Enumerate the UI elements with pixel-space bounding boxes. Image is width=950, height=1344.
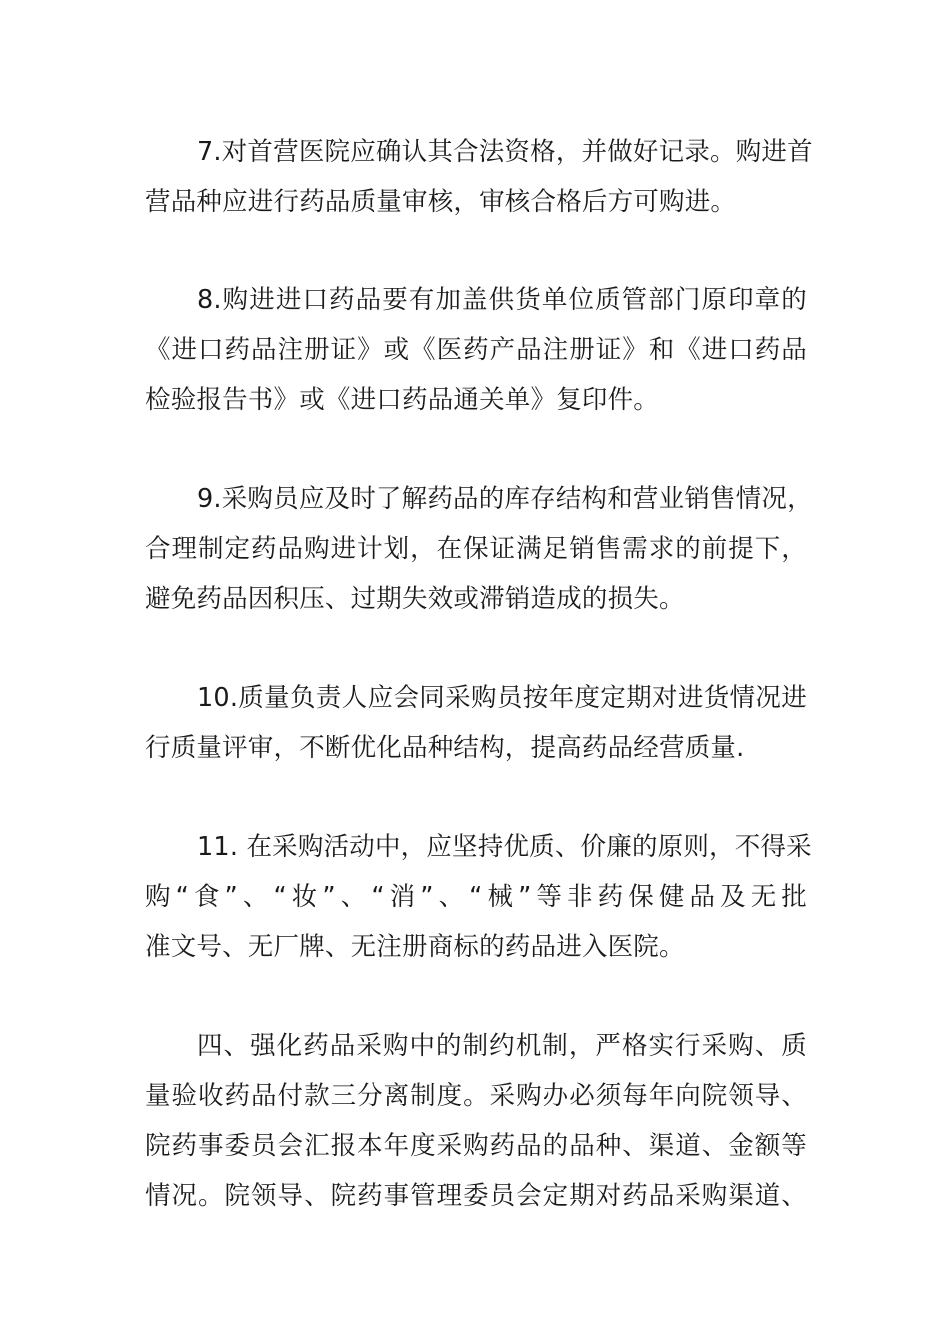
section-4-line-3: 院药事委员会汇报本年度采购药品的品种、渠道、金额等 — [145, 1131, 807, 1161]
paragraph-11-line-2: 购“食”、“妆”、“消”、“械”等非药保健品及无批 — [145, 882, 807, 912]
paragraph-7-line-1: 7.对首营医院应确认其合法资格，并做好记录。购进首 — [197, 137, 813, 167]
paragraph-10-line-2: 行质量评审，不断优化品种结构，提高药品经营质量. — [145, 733, 745, 763]
paragraph-9-line-1: 9.采购员应及时了解药品的库存结构和营业销售情况， — [197, 484, 813, 514]
paragraph-11-line-3: 准文号、无厂牌、无注册商标的药品进入医院。 — [145, 932, 685, 962]
paragraph-9-line-3: 避免药品因积压、过期失效或滞销造成的损失。 — [145, 584, 685, 614]
paragraph-11-line-1: 11. 在采购活动中，应坚持优质、价廉的原则，不得采 — [197, 832, 812, 862]
paragraph-7-line-2: 营品种应进行药品质量审核，审核合格后方可购进。 — [145, 187, 737, 217]
section-4-line-4: 情况。院领导、院药事管理委员会定期对药品采购渠道、 — [145, 1181, 807, 1211]
section-4-line-2: 量验收药品付款三分离制度。采购办必须每年向院领导、 — [145, 1081, 807, 1111]
paragraph-8-line-3: 检验报告书》或《进口药品通关单》复印件。 — [145, 385, 660, 415]
paragraph-8-line-1: 8.购进进口药品要有加盖供货单位质管部门原印章的 — [197, 285, 807, 315]
paragraph-8-line-2: 《进口药品注册证》或《医药产品注册证》和《进口药品 — [145, 335, 807, 365]
paragraph-9-line-2: 合理制定药品购进计划，在保证满足销售需求的前提下， — [145, 534, 807, 564]
section-4-line-1: 四、强化药品采购中的制约机制，严格实行采购、质 — [197, 1031, 807, 1061]
paragraph-10-line-1: 10.质量负责人应会同采购员按年度定期对进货情况进 — [197, 683, 807, 713]
